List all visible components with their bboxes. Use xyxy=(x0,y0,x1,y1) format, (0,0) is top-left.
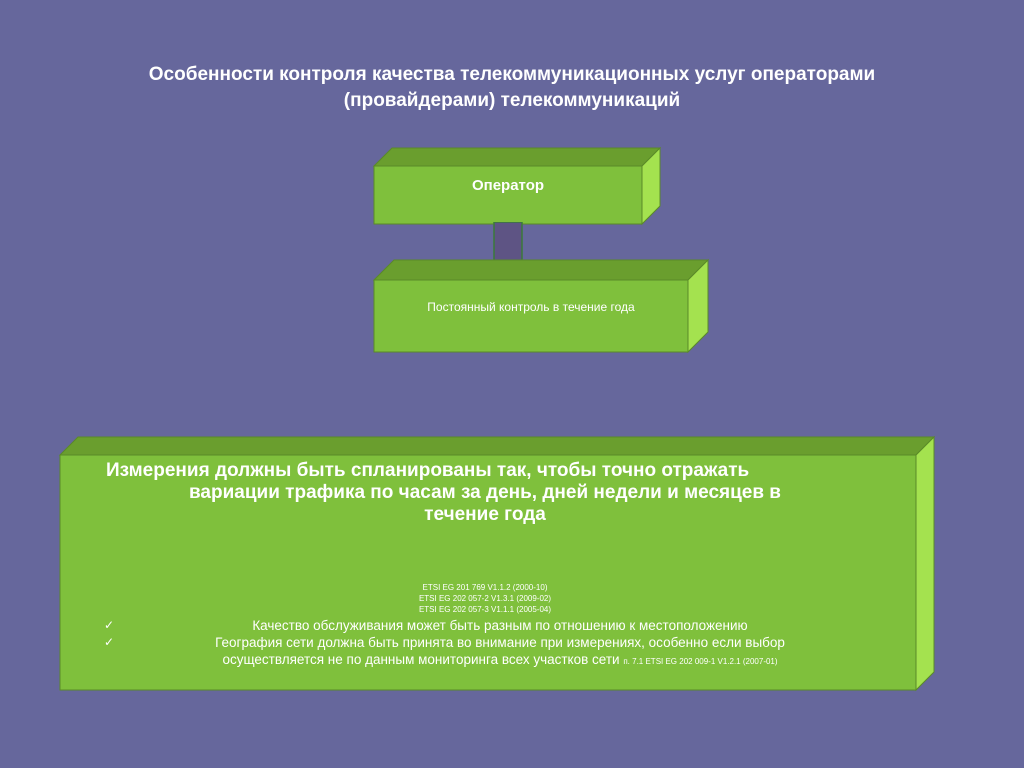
title-line-2: (провайдерами) телекоммуникаций xyxy=(343,90,681,111)
requirements-content xyxy=(70,460,900,670)
references-list xyxy=(70,582,900,615)
heading-line-2: вариации трафика по часам за день, дней недели и месяцев в xyxy=(189,482,781,503)
checklist-item-reference: п. 7.1 ETSI EG 202 009-1 V1.2.1 (2007-01) xyxy=(623,657,778,666)
reference-item: ETSI EG 201 769 V1.1.2 (2000-10) xyxy=(422,583,548,592)
heading-line-3: течение года xyxy=(424,504,546,525)
operator-label: Оператор xyxy=(471,176,545,194)
control-box xyxy=(374,260,708,352)
requirements-heading xyxy=(70,460,900,526)
checklist-item-geography xyxy=(70,634,900,670)
checkmark-icon: ✓ xyxy=(104,635,115,649)
reference-item: ETSI EG 202 057-3 V1.1.1 (2005-04) xyxy=(418,605,552,614)
operator-box xyxy=(374,148,660,224)
checklist-item-text: География сети должна быть принята во внимание при измерениях, особенно если выбор xyxy=(215,635,785,650)
checklist xyxy=(70,617,900,670)
heading-line-1: Измерения должны быть спланированы так, чтобы точно отражать xyxy=(106,460,750,481)
title-line-1: Особенности контроля качества телекоммуникационных услуг операторами xyxy=(148,64,876,85)
control-label: Постоянный контроль в течение года xyxy=(427,300,635,314)
checklist-item-text-cont: осуществляется не по данным мониторинга всех участков сети xyxy=(222,652,620,667)
checklist-item-location xyxy=(70,617,900,634)
reference-item: ETSI EG 202 057-2 V1.3.1 (2009-02) xyxy=(418,594,552,603)
page-title xyxy=(40,62,984,114)
checkmark-icon: ✓ xyxy=(104,618,115,632)
checklist-item-text: Качество обслуживания может быть разным по отношению к местоположению xyxy=(252,618,748,633)
